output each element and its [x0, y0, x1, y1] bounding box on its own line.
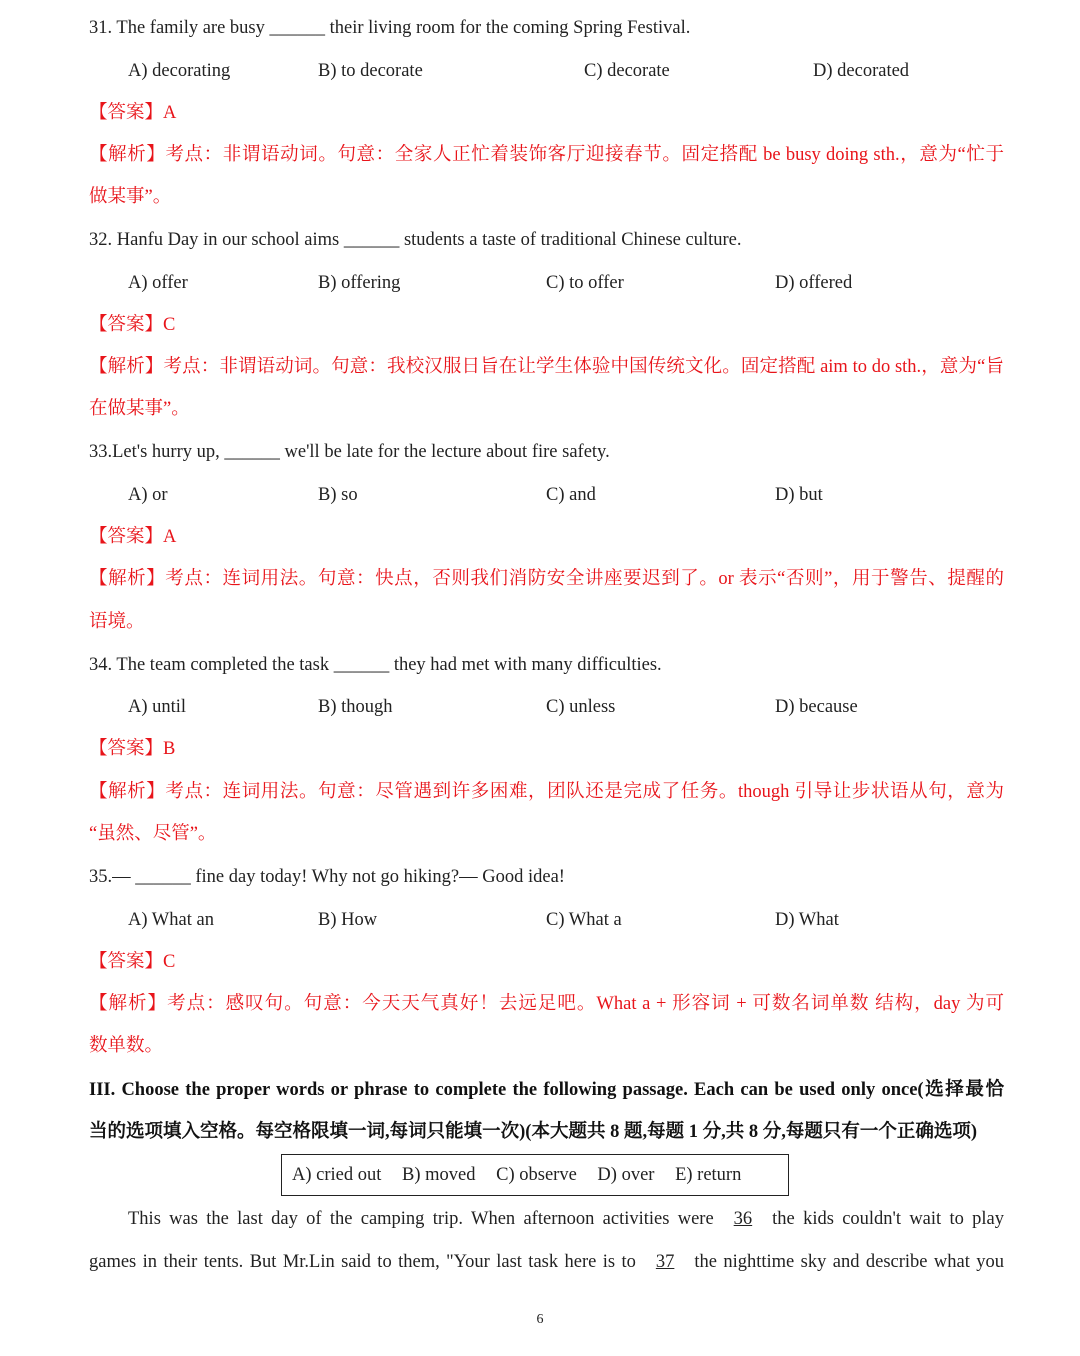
answer: 【答案】C — [89, 315, 176, 335]
explanation-cont: 在做某事”。 — [89, 399, 190, 419]
option-a: A) offer — [128, 273, 188, 293]
section-heading: III. Choose the proper words or phrase to complete the following passage. Each can be used only once(选择最恰 — [89, 1080, 1004, 1100]
blank-37: 37 — [655, 1252, 675, 1272]
answer: 【答案】C — [89, 952, 176, 972]
option-c: C) decorate — [584, 61, 670, 81]
option-d: D) because — [775, 697, 858, 717]
explanation: 【解析】考点：连词用法。句意：尽管遇到许多困难，团队还是完成了任务。though 引导让步状语从句，意为 — [89, 782, 1004, 802]
word-option: A) cried out — [292, 1165, 382, 1185]
passage-text: games in their tents. But Mr.Lin said to them, "Your last task here is to — [89, 1252, 636, 1272]
word-option: C) observe — [496, 1165, 577, 1185]
answer: 【答案】B — [89, 739, 176, 759]
word-option: E) return — [675, 1165, 742, 1185]
word-option: B) moved — [402, 1165, 476, 1185]
blank-36: 36 — [733, 1209, 753, 1229]
passage-text: This was the last day of the camping trip. When afternoon activities were — [128, 1209, 714, 1229]
option-b: B) so — [318, 485, 358, 505]
option-a: A) What an — [128, 910, 214, 930]
option-d: D) What — [775, 910, 839, 930]
option-b: B) offering — [318, 273, 401, 293]
passage-text: the kids couldn't wait to play — [772, 1209, 1004, 1229]
passage-line — [89, 1241, 1004, 1283]
question-stem: 35.— ______ fine day today! Why not go hiking?— Good idea! — [89, 867, 565, 887]
option-d: D) decorated — [813, 61, 910, 81]
explanation-cont: 做某事”。 — [89, 187, 172, 207]
question-stem: 34. The team completed the task ______ they had met with many difficulties. — [89, 655, 662, 675]
option-a: A) until — [128, 697, 187, 717]
option-b: B) to decorate — [318, 61, 423, 81]
question-stem: 33.Let's hurry up, ______ we'll be late for the lecture about fire safety. — [89, 442, 610, 462]
passage-line — [89, 1198, 1004, 1240]
option-d: D) offered — [775, 273, 853, 293]
page-number: 6 — [536, 1312, 544, 1327]
passage-text: the nighttime sky and describe what you — [694, 1252, 1004, 1272]
option-c: C) What a — [546, 910, 622, 930]
option-a: A) decorating — [128, 61, 231, 81]
explanation-cont: 数单数。 — [89, 1036, 164, 1056]
answer: 【答案】A — [89, 103, 177, 123]
explanation-cont: 语境。 — [89, 612, 145, 632]
option-c: C) to offer — [546, 273, 624, 293]
option-b: B) though — [318, 697, 393, 717]
word-box — [281, 1154, 789, 1196]
option-d: D) but — [775, 485, 823, 505]
explanation-cont: “虽然、尽管”。 — [89, 824, 217, 844]
option-b: B) How — [318, 910, 378, 930]
option-a: A) or — [128, 485, 168, 505]
explanation: 【解析】考点：感叹句。句意：今天天气真好！去远足吧。What a + 形容词 + 可数名词单数 结构，day 为可 — [89, 994, 1004, 1014]
explanation: 【解析】考点：非谓语动词。句意：全家人正忙着装饰客厅迎接春节。固定搭配 be busy doing sth.，意为“忙于 — [89, 145, 1004, 165]
option-c: C) and — [546, 485, 596, 505]
section-heading-cont: 当的选项填入空格。每空格限填一词,每词只能填一次)(本大题共 8 题,每题 1 分,共 8 分,每题只有一个正确选项) — [89, 1122, 977, 1142]
answer: 【答案】A — [89, 527, 177, 547]
word-option: D) over — [597, 1165, 655, 1185]
question-stem: 31. The family are busy ______ their living room for the coming Spring Festival. — [89, 18, 691, 38]
option-c: C) unless — [546, 697, 616, 717]
explanation: 【解析】考点：连词用法。句意：快点，否则我们消防安全讲座要迟到了。or 表示“否则”，用于警告、提醒的 — [89, 569, 1004, 589]
question-stem: 32. Hanfu Day in our school aims ______ students a taste of traditional Chinese culture. — [89, 230, 742, 250]
explanation: 【解析】考点：非谓语动词。句意：我校汉服日旨在让学生体验中国传统文化。固定搭配 aim to do sth.，意为“旨 — [89, 357, 1004, 377]
